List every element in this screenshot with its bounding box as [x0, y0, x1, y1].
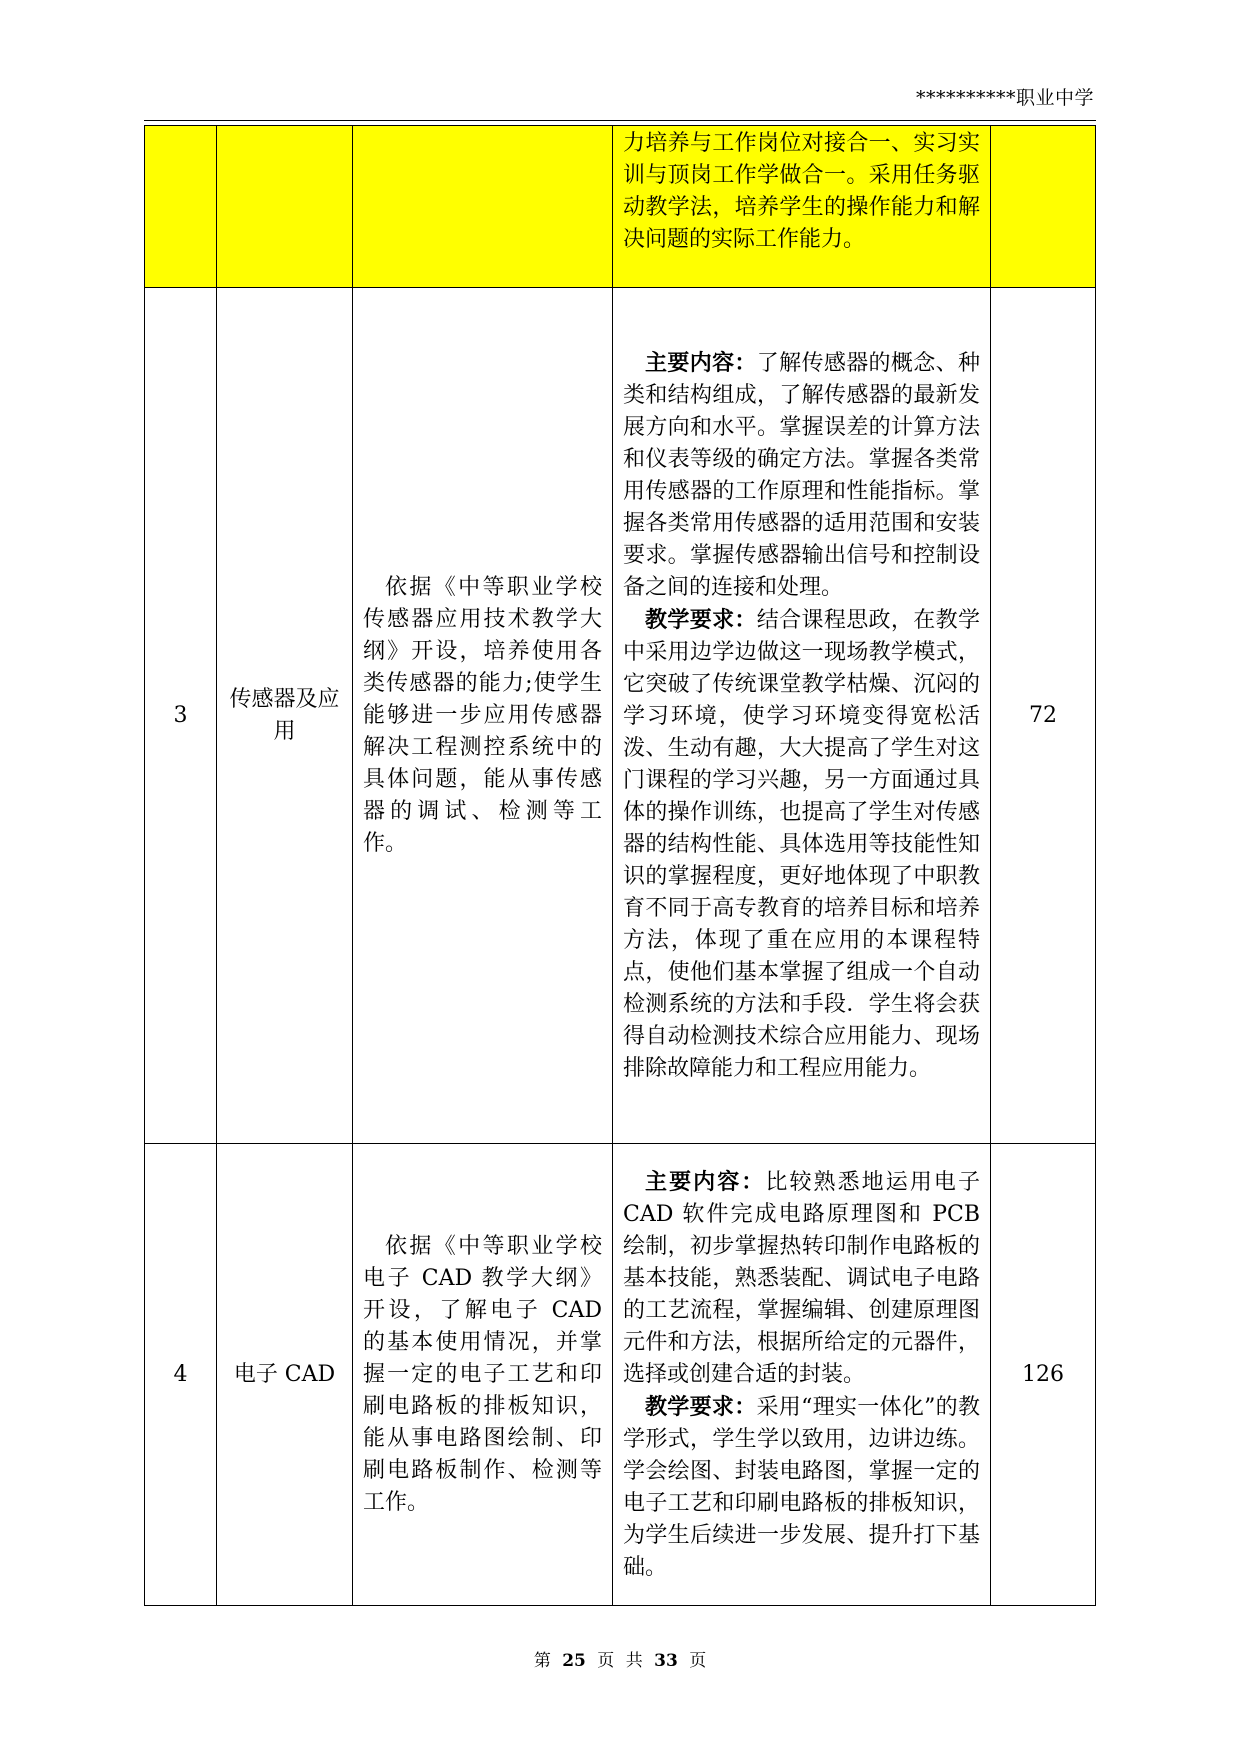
course-name: 传感器及应用 — [217, 288, 353, 1144]
course-number: 4 — [145, 1144, 217, 1606]
header-divider — [144, 120, 1096, 121]
document-header: **********职业中学 — [915, 87, 1094, 109]
table-row-continuation — [145, 126, 1096, 288]
footer-suffix: 页 — [689, 1651, 707, 1671]
content-label: 主要内容： — [645, 1168, 766, 1195]
cell-basis-empty — [353, 126, 613, 288]
course-basis-text: 依据《中等职业学校传感器应用技术教学大纲》开设，培养使用各类传感器的能力;使学生能够进一步应用传感器解决工程测控系统中的具体问题，能从事传感器的调试、检测等工作。 — [363, 574, 602, 856]
table-row — [145, 1144, 1096, 1606]
course-basis — [353, 1144, 613, 1606]
cell-num-empty — [145, 126, 217, 288]
cell-content-continued — [613, 126, 991, 288]
requirement-text: 采用“理实一体化”的教学形式，学生学以致用，边讲边练。学会绘图、封装电路图，掌握一定的电子工艺和印刷电路板的排板知识，为学生后续进一步发展、提升打下基础。 — [623, 1394, 980, 1580]
total-page-number: 33 — [654, 1651, 678, 1671]
footer-total-word: 共 — [625, 1651, 643, 1671]
current-page-number: 25 — [562, 1651, 586, 1671]
cell-hours-empty — [991, 126, 1096, 288]
course-requirement-paragraph — [623, 604, 980, 1085]
content-text: 了解传感器的概念、种类和结构组成，了解传感器的最新发展方向和水平。掌握误差的计算方法和仪表等级的确定方法。掌握各类常用传感器的工作原理和性能指标。掌握各类常用传感器的适用范围和安装要求。掌握传感器输出信号和控制设备之间的连接和处理。 — [623, 350, 980, 600]
requirement-label: 教学要求： — [645, 606, 757, 633]
course-name: 电子 CAD — [217, 1144, 353, 1606]
footer-page-word: 页 — [597, 1651, 615, 1671]
course-table — [144, 125, 1096, 1606]
course-requirement-paragraph — [623, 1391, 980, 1584]
course-hours: 72 — [991, 288, 1096, 1144]
footer-prefix: 第 — [533, 1651, 551, 1671]
course-basis-text: 依据《中等职业学校电子 CAD 教学大纲》开设，了解电子 CAD 的基本使用情况，并掌握一定的电子工艺和印刷电路板的排板知识，能从事电路图绘制、印刷电路板制作、检测等工作。 — [363, 1233, 602, 1515]
content-continued-text: 力培养与工作岗位对接合一、实习实训与顶岗工作学做合一。采用任务驱动教学法，培养学生的操作能力和解决问题的实际工作能力。 — [623, 131, 980, 252]
table-row — [145, 288, 1096, 1144]
course-hours: 126 — [991, 1144, 1096, 1606]
course-content — [613, 288, 991, 1144]
content-label: 主要内容： — [645, 349, 757, 376]
content-text: 比较熟悉地运用电子 CAD 软件完成电路原理图和 PCB 绘制，初步掌握热转印制作电路板的基本技能，熟悉装配、调试电子电路的工艺流程，掌握编辑、创建原理图元件和方法，根据所给定的元器件，选择或创建合适的封装。 — [623, 1169, 980, 1387]
course-content — [613, 1144, 991, 1606]
course-number: 3 — [145, 288, 217, 1144]
cell-name-empty — [217, 126, 353, 288]
requirement-text: 结合课程思政，在教学中采用边学边做这一现场教学模式，它突破了传统课堂教学枯燥、沉闷的学习环境，使学习环境变得宽松活泼、生动有趣，大大提高了学生对这门课程的学习兴趣，另一方面通过具体的操作训练，也提高了学生对传感器的结构性能、具体选用等技能性知识的掌握程度，更好地体现了中职教育不同于高专教育的培养目标和培养方法，体现了重在应用的本课程特点，使他们基本掌握了组成一个自动检测系统的方法和手段．学生将会获得自动检测技术综合应用能力、现场排除故障能力和工程应用能力。 — [623, 607, 980, 1081]
requirement-label: 教学要求： — [645, 1393, 757, 1420]
course-content-paragraph — [623, 1166, 980, 1391]
course-content-paragraph — [623, 347, 980, 604]
page-footer — [0, 1650, 1240, 1672]
course-basis — [353, 288, 613, 1144]
